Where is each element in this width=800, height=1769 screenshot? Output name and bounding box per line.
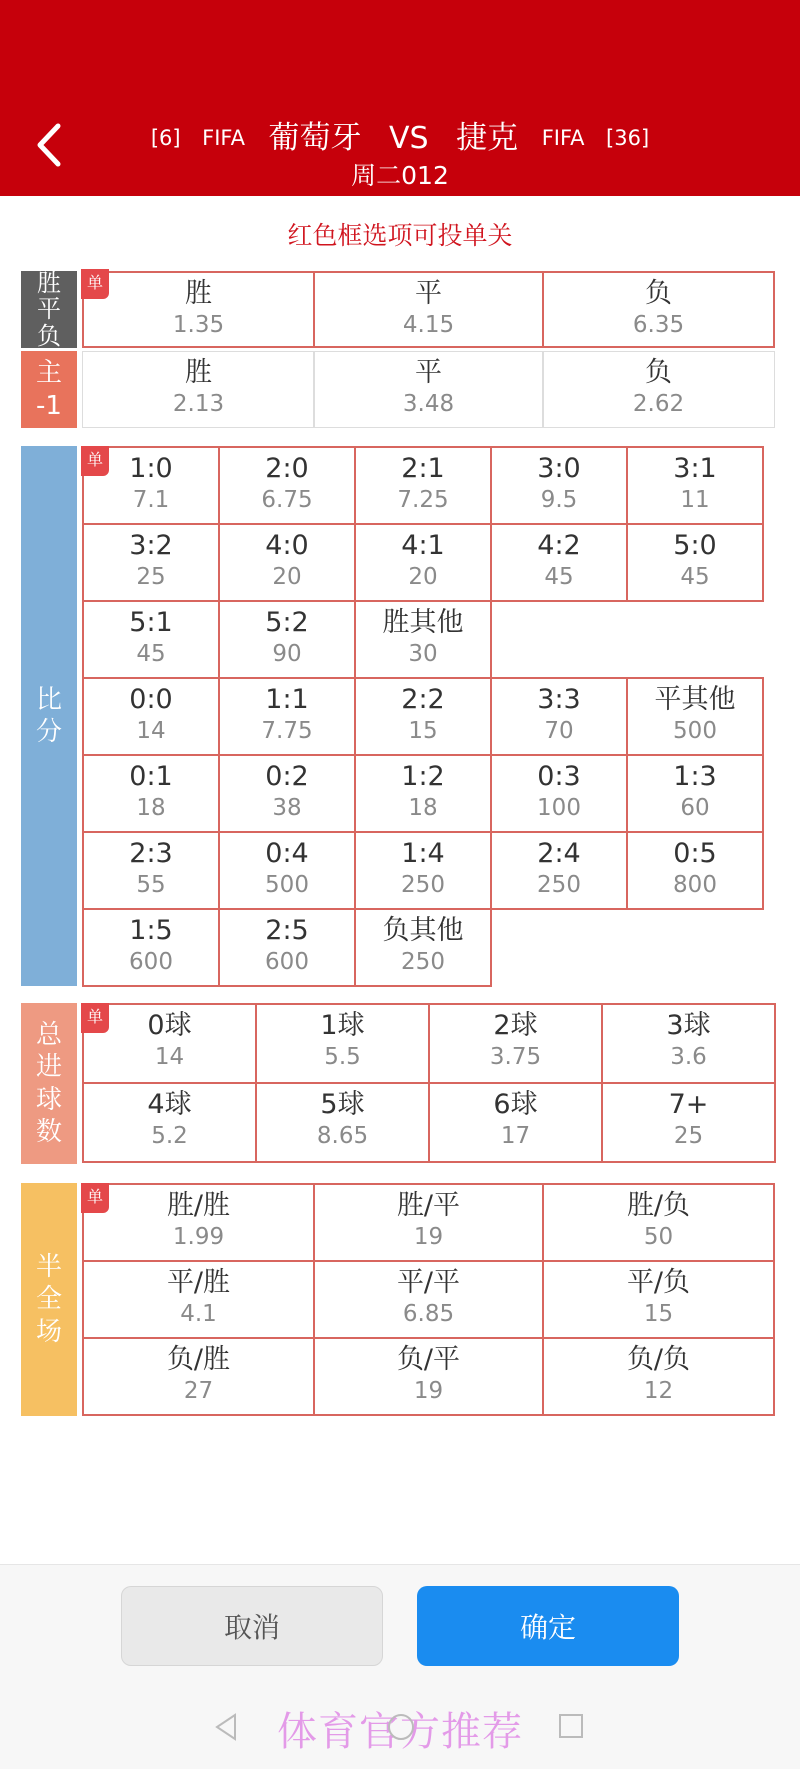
side-char: 比 — [35, 684, 62, 715]
single-badge: 单 — [81, 446, 109, 476]
home-rank: [6] — [150, 126, 181, 150]
option-odds: 5.2 — [151, 1123, 188, 1149]
score-option[interactable] — [354, 831, 492, 910]
spf-option[interactable] — [82, 271, 315, 348]
score-option[interactable] — [82, 754, 220, 833]
total-goals-option[interactable] — [601, 1003, 776, 1084]
score-option[interactable] — [354, 446, 492, 525]
total-goals-option[interactable] — [428, 1003, 603, 1084]
nav-back-icon[interactable] — [213, 1712, 239, 1742]
option-label: 0:5 — [673, 838, 717, 869]
side-char: 主 — [35, 358, 62, 388]
option-odds: 17 — [500, 1123, 531, 1149]
score-section — [21, 446, 779, 986]
option-label: 胜 — [185, 278, 212, 309]
option-odds: 2.13 — [172, 391, 225, 417]
score-option[interactable] — [82, 523, 220, 602]
total-goals-option[interactable] — [255, 1082, 430, 1163]
option-odds: 8.65 — [316, 1123, 369, 1149]
half-full-option[interactable] — [542, 1183, 775, 1262]
option-odds: 1.35 — [172, 312, 225, 338]
option-label: 胜/胜 — [166, 1190, 231, 1221]
away-team: 捷克 — [456, 120, 519, 156]
side-char: -1 — [36, 390, 62, 421]
score-option[interactable] — [626, 677, 764, 756]
option-label: 平/胜 — [166, 1267, 231, 1298]
option-odds: 250 — [537, 872, 581, 898]
option-odds: 500 — [673, 718, 717, 744]
spf-side-label — [21, 268, 77, 350]
option-odds: 18 — [136, 795, 166, 821]
score-option[interactable] — [82, 831, 220, 910]
option-odds: 4.15 — [402, 312, 455, 338]
option-odds: 60 — [680, 795, 710, 821]
option-odds: 7.25 — [397, 487, 449, 513]
score-option[interactable] — [218, 908, 356, 987]
option-label: 0:0 — [129, 684, 173, 715]
option-label: 2:1 — [401, 453, 445, 484]
option-label: 0:3 — [537, 761, 581, 792]
side-char: 负 — [37, 321, 61, 350]
option-odds: 100 — [537, 795, 581, 821]
option-odds: 19 — [413, 1224, 444, 1250]
total-goals-option[interactable] — [255, 1003, 430, 1084]
rq-side-label — [21, 351, 77, 428]
confirm-button[interactable]: 确定 — [417, 1586, 679, 1666]
away-league: FIFA — [541, 126, 585, 150]
handicap-option[interactable] — [82, 351, 315, 428]
option-label: 2:5 — [265, 915, 309, 946]
side-char: 场 — [35, 1316, 62, 1347]
option-label: 4球 — [147, 1089, 192, 1120]
side-char: 数 — [35, 1117, 62, 1147]
option-odds: 15 — [408, 718, 438, 744]
option-odds: 50 — [643, 1224, 674, 1250]
half-full-section — [21, 1183, 779, 1416]
option-odds: 250 — [401, 872, 445, 898]
option-odds: 3.6 — [670, 1044, 707, 1070]
option-label: 负 — [645, 278, 672, 309]
option-odds: 19 — [413, 1378, 444, 1404]
option-odds: 25 — [136, 564, 166, 590]
spf-option[interactable] — [542, 271, 775, 348]
option-label: 胜 — [185, 357, 212, 388]
option-label: 6球 — [493, 1089, 538, 1120]
score-option[interactable] — [626, 446, 764, 525]
option-label: 负其他 — [382, 915, 464, 946]
option-odds: 12 — [643, 1378, 674, 1404]
header-bar — [0, 0, 800, 196]
score-option[interactable] — [626, 523, 764, 602]
side-char: 平 — [37, 295, 61, 324]
option-odds: 7.75 — [261, 718, 313, 744]
score-option[interactable] — [354, 677, 492, 756]
option-odds: 20 — [408, 564, 438, 590]
score-option[interactable] — [218, 677, 356, 756]
option-odds: 600 — [265, 949, 309, 975]
option-label: 2球 — [493, 1010, 538, 1041]
option-label: 4:2 — [537, 530, 581, 561]
score-option[interactable] — [626, 754, 764, 833]
score-option[interactable] — [218, 446, 356, 525]
option-label: 平 — [415, 357, 442, 388]
option-label: 2:4 — [537, 838, 581, 869]
score-option[interactable] — [354, 600, 492, 679]
option-label: 3:0 — [537, 453, 581, 484]
home-league: FIFA — [202, 126, 245, 150]
option-odds: 2.62 — [632, 391, 685, 417]
option-odds: 70 — [544, 718, 574, 744]
option-label: 3:2 — [129, 530, 173, 561]
score-option[interactable] — [218, 600, 356, 679]
option-odds: 1.99 — [172, 1224, 225, 1250]
goals-side-label — [21, 1003, 77, 1164]
half-full-option[interactable] — [313, 1337, 544, 1416]
option-label: 平 — [415, 278, 442, 309]
option-label: 负/平 — [396, 1344, 461, 1375]
score-option[interactable] — [82, 908, 220, 987]
option-label: 胜/负 — [626, 1190, 691, 1221]
handicap-option[interactable] — [542, 351, 775, 428]
option-label: 平其他 — [654, 684, 736, 715]
option-odds: 20 — [272, 564, 302, 590]
home-team: 葡萄牙 — [268, 120, 362, 156]
option-odds: 11 — [680, 487, 710, 513]
vs-label: VS — [389, 121, 429, 156]
option-odds: 250 — [401, 949, 445, 975]
single-bet-notice: 红色框选项可投单关 — [287, 221, 513, 250]
option-odds: 7.1 — [132, 487, 170, 513]
option-label: 1:5 — [129, 915, 173, 946]
option-label: 负/胜 — [166, 1344, 231, 1375]
option-label: 1:0 — [129, 453, 173, 484]
option-label: 5:2 — [265, 607, 309, 638]
score-option[interactable] — [82, 677, 220, 756]
total-goals-option[interactable] — [82, 1082, 257, 1163]
option-odds: 45 — [544, 564, 574, 590]
option-label: 3:1 — [673, 453, 717, 484]
option-odds: 18 — [408, 795, 438, 821]
single-badge: 单 — [81, 269, 109, 299]
match-title — [0, 112, 800, 157]
score-option[interactable] — [490, 446, 628, 525]
option-odds: 14 — [154, 1044, 185, 1070]
score-option[interactable] — [490, 754, 628, 833]
score-option[interactable] — [218, 523, 356, 602]
side-char: 胜 — [37, 268, 61, 297]
spf-section — [21, 268, 779, 428]
option-label: 负/负 — [626, 1344, 691, 1375]
option-label: 2:2 — [401, 684, 445, 715]
half-full-option[interactable] — [542, 1260, 775, 1339]
option-odds: 27 — [183, 1378, 214, 1404]
option-odds: 14 — [136, 718, 166, 744]
option-label: 4:1 — [401, 530, 445, 561]
option-odds: 38 — [272, 795, 302, 821]
option-odds: 6.85 — [402, 1301, 455, 1327]
half-full-option[interactable] — [82, 1183, 315, 1262]
half-full-option[interactable] — [542, 1337, 775, 1416]
single-badge: 单 — [81, 1183, 109, 1213]
cancel-button[interactable]: 取消 — [121, 1586, 383, 1666]
option-label: 胜其他 — [382, 607, 464, 638]
option-label: 5球 — [320, 1089, 365, 1120]
option-label: 5:0 — [673, 530, 717, 561]
handicap-option[interactable] — [313, 351, 544, 428]
side-char: 半 — [35, 1251, 62, 1282]
option-odds: 800 — [673, 872, 717, 898]
nav-recents-icon[interactable] — [557, 1712, 585, 1740]
option-label: 0球 — [147, 1010, 192, 1041]
option-odds: 4.1 — [180, 1301, 217, 1327]
option-label: 胜/平 — [396, 1190, 461, 1221]
option-label: 2:0 — [265, 453, 309, 484]
score-option[interactable] — [626, 831, 764, 910]
goals-section — [21, 1003, 779, 1164]
away-rank: [36] — [606, 126, 650, 150]
score-option[interactable] — [354, 908, 492, 987]
option-label: 1:4 — [401, 838, 445, 869]
option-odds: 55 — [136, 872, 166, 898]
half-full-option[interactable] — [82, 1260, 315, 1339]
match-code: 周二012 — [351, 161, 449, 190]
score-side-label — [21, 446, 77, 986]
option-odds: 90 — [272, 641, 302, 667]
option-label: 1:2 — [401, 761, 445, 792]
score-option[interactable] — [490, 677, 628, 756]
option-odds: 3.75 — [489, 1044, 542, 1070]
half-full-option[interactable] — [313, 1183, 544, 1262]
option-label: 4:0 — [265, 530, 309, 561]
option-label: 3球 — [666, 1010, 711, 1041]
side-char: 总 — [35, 1019, 62, 1050]
spf-option[interactable] — [313, 271, 544, 348]
option-label: 0:1 — [129, 761, 173, 792]
score-option[interactable] — [354, 754, 492, 833]
half-full-option[interactable] — [82, 1337, 315, 1416]
side-char: 进 — [35, 1052, 62, 1082]
total-goals-option[interactable] — [601, 1082, 776, 1163]
score-option[interactable] — [218, 831, 356, 910]
option-odds: 3.48 — [402, 391, 455, 417]
option-odds: 15 — [643, 1301, 674, 1327]
option-label: 1球 — [320, 1010, 365, 1041]
option-label: 平/平 — [396, 1267, 461, 1298]
half-full-option[interactable] — [313, 1260, 544, 1339]
option-odds: 30 — [408, 641, 438, 667]
option-label: 2:3 — [129, 838, 173, 869]
option-odds: 6.75 — [261, 487, 313, 513]
option-label: 3:3 — [537, 684, 581, 715]
option-odds: 45 — [680, 564, 710, 590]
watermark-text: 体育官方推荐 — [277, 1709, 523, 1755]
option-odds: 5.5 — [324, 1044, 361, 1070]
option-label: 1:3 — [673, 761, 717, 792]
option-label: 平/负 — [626, 1267, 691, 1298]
single-badge: 单 — [81, 1003, 109, 1033]
half-side-label — [21, 1183, 77, 1416]
option-label: 1:1 — [265, 684, 309, 715]
option-label: 负 — [645, 357, 672, 388]
nav-home-icon[interactable] — [386, 1712, 416, 1742]
option-odds: 9.5 — [540, 487, 578, 513]
option-odds: 6.35 — [632, 312, 685, 338]
side-char: 全 — [35, 1284, 62, 1315]
option-label: 7+ — [668, 1089, 709, 1120]
score-option[interactable] — [354, 523, 492, 602]
option-label: 0:2 — [265, 761, 309, 792]
side-char: 球 — [35, 1084, 62, 1115]
score-option[interactable] — [490, 831, 628, 910]
option-label: 5:1 — [129, 607, 173, 638]
option-odds: 45 — [136, 641, 166, 667]
side-char: 分 — [35, 717, 62, 747]
option-label: 0:4 — [265, 838, 309, 869]
option-odds: 600 — [129, 949, 173, 975]
score-option[interactable] — [218, 754, 356, 833]
score-option[interactable] — [490, 523, 628, 602]
total-goals-option[interactable] — [428, 1082, 603, 1163]
option-odds: 500 — [265, 872, 309, 898]
option-odds: 25 — [673, 1123, 704, 1149]
score-option[interactable] — [82, 600, 220, 679]
